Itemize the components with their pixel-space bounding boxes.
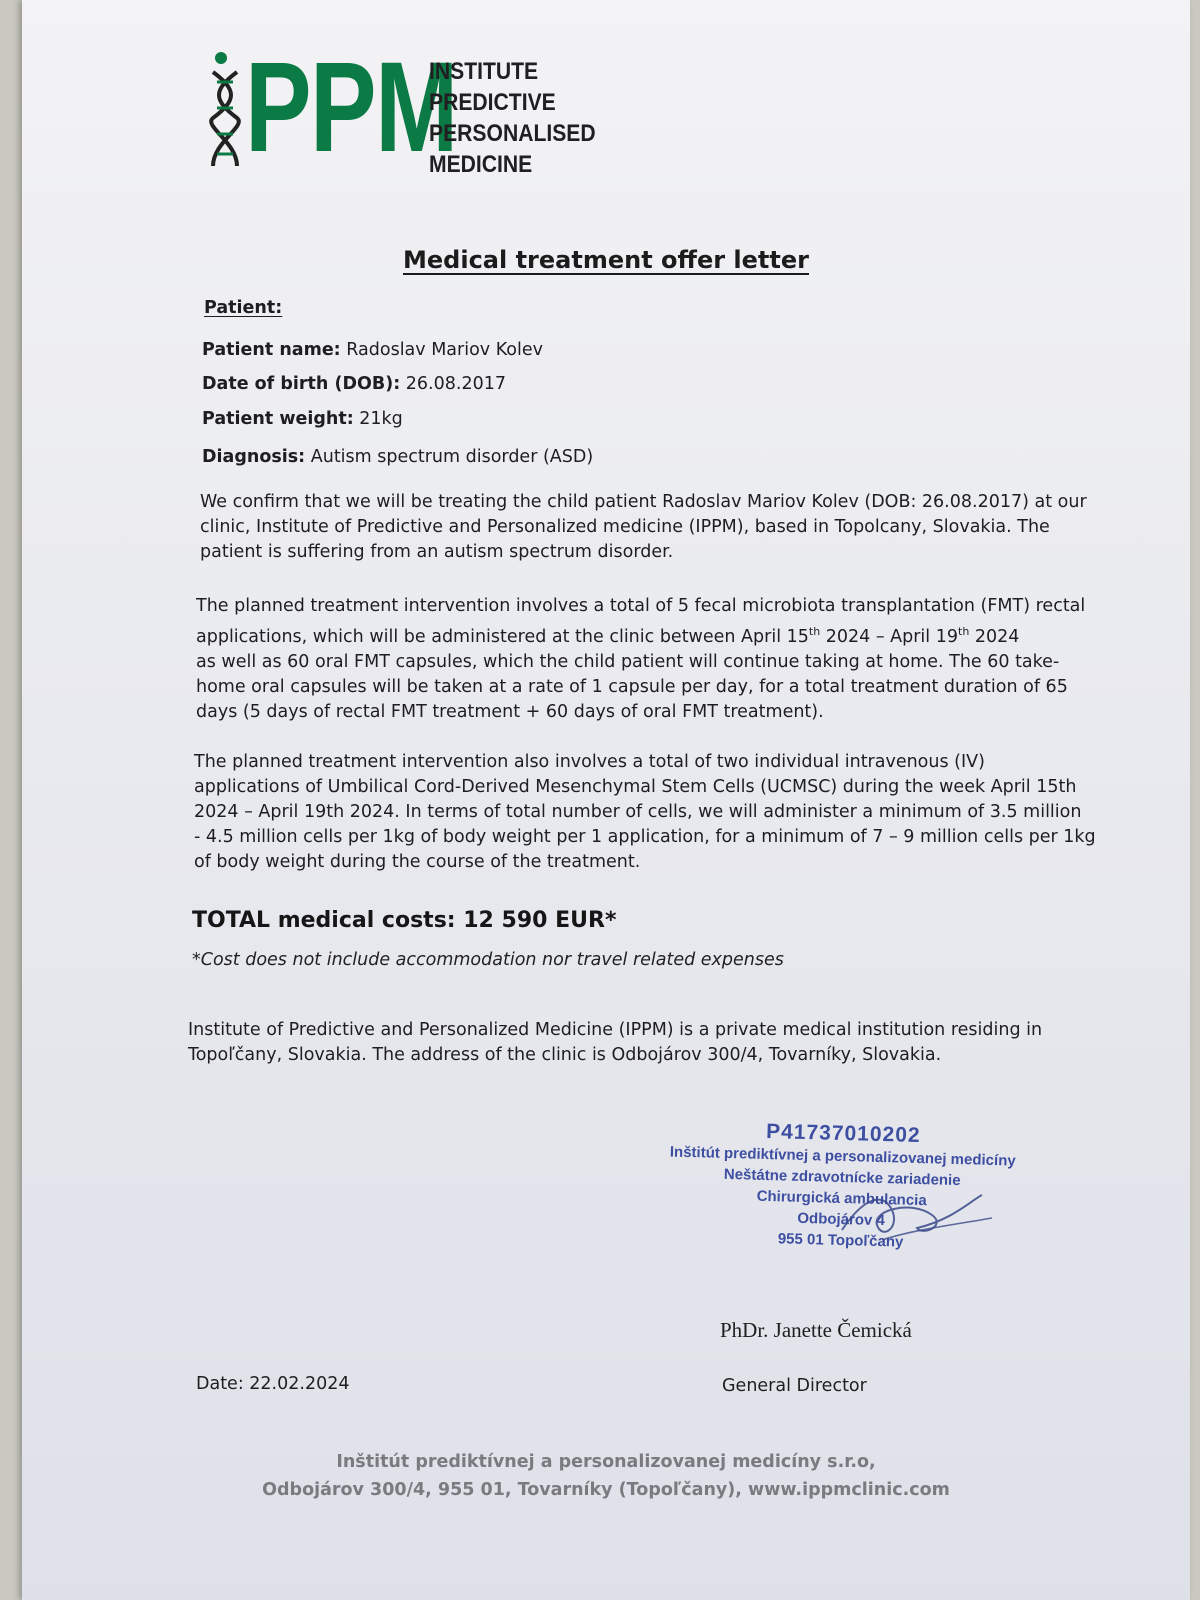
logo-line: INSTITUTE bbox=[429, 58, 539, 85]
paragraph-line: The planned treatment intervention involves a total of 5 fecal microbiota transplantation (FMT) rectal bbox=[196, 596, 1086, 616]
signatory-role: General Director bbox=[722, 1376, 867, 1396]
patient-name-value: Radoslav Mariov Kolev bbox=[346, 340, 544, 360]
logo-wordmark bbox=[429, 56, 596, 180]
stamp-line: Inštitút prediktívnej a personalizovanej medicíny bbox=[669, 1143, 1016, 1170]
diagnosis-label: Diagnosis: bbox=[202, 447, 306, 467]
logo-line: MEDICINE bbox=[429, 151, 533, 178]
paragraph-line: The planned treatment intervention also involves a total of two individual intravenous (IV) bbox=[194, 752, 985, 772]
ippm-logo bbox=[207, 36, 627, 180]
paragraph-line: Institute of Predictive and Personalized Medicine (IPPM) is a private medical institution residing in bbox=[188, 1020, 1043, 1040]
paragraph-line: patient is suffering from an autism spectrum disorder. bbox=[200, 542, 674, 562]
paragraph-line: as well as 60 oral FMT capsules, which the child patient will continue taking at home. The 60 take- bbox=[196, 651, 1060, 672]
logo-line: PREDICTIVE bbox=[429, 89, 556, 116]
logo-letters: PPM bbox=[245, 36, 457, 179]
stamp-code: P41737010202 bbox=[765, 1119, 921, 1148]
paragraph-line: home oral capsules will be taken at a rate of 1 capsule per day, for a total treatment duration of 65 bbox=[196, 676, 1068, 697]
paragraph-line: - 4.5 million cells per 1kg of body weight per 1 application, for a minimum of 7 – 9 million cells per 1kg bbox=[194, 827, 1096, 847]
confirmation-paragraph bbox=[200, 490, 1087, 565]
patient-name-row bbox=[202, 340, 543, 360]
weight-label: Patient weight: bbox=[202, 409, 354, 429]
patient-name-label: Patient name: bbox=[202, 340, 341, 360]
logo-line: PERSONALISED bbox=[429, 120, 596, 147]
paragraph-line: 2024 – April 19th 2024. In terms of total number of cells, we will administer a minimum of 3.5 million bbox=[194, 802, 1082, 822]
paragraph-line: Topoľčany, Slovakia. The address of the clinic is Odbojárov 300/4, Tovarníky, Slovakia. bbox=[188, 1045, 942, 1065]
letter-title: Medical treatment offer letter bbox=[403, 246, 809, 274]
dob-value: 26.08.2017 bbox=[405, 374, 506, 394]
paragraph-line: We confirm that we will be treating the child patient Radoslav Mariov Kolev (DOB: 26.08.2017) at our bbox=[200, 492, 1087, 512]
fmt-paragraph bbox=[196, 594, 1085, 725]
letter-date: Date: 22.02.2024 bbox=[196, 1374, 350, 1394]
stamp-line: 955 01 Topoľčany bbox=[777, 1230, 904, 1251]
footer-line: Inštitút prediktívnej a personalizovanej medicíny s.r.o, bbox=[336, 1452, 876, 1472]
stamp-line: Chirurgická ambulancia bbox=[756, 1187, 927, 1210]
paragraph-line: of body weight during the course of the treatment. bbox=[194, 852, 641, 872]
paragraph-line: days (5 days of rectal FMT treatment + 60 days of oral FMT treatment). bbox=[196, 701, 824, 722]
stamp-line: Neštátne zdravotnícke zariadenie bbox=[723, 1165, 961, 1190]
letter-footer bbox=[22, 1448, 1190, 1504]
paragraph-line: applications, which will be administered at the clinic between April 15th 2024 – April 19th 2024 bbox=[196, 625, 1020, 647]
ucmsc-paragraph bbox=[194, 750, 1096, 875]
handwritten-signature bbox=[822, 1170, 1002, 1260]
signatory-name: PhDr. Janette Čemická bbox=[720, 1318, 912, 1342]
institution-paragraph bbox=[188, 1018, 1042, 1068]
diagnosis-row bbox=[202, 447, 593, 467]
dna-icon bbox=[207, 50, 243, 170]
dob-row bbox=[202, 374, 506, 394]
diagnosis-value: Autism spectrum disorder (ASD) bbox=[310, 447, 594, 467]
patient-heading: Patient: bbox=[204, 298, 283, 318]
weight-value: 21kg bbox=[359, 409, 403, 429]
letter-page bbox=[22, 0, 1190, 1600]
total-costs: TOTAL medical costs: 12 590 EUR* bbox=[192, 908, 617, 933]
weight-row bbox=[202, 409, 403, 429]
paragraph-line: clinic, Institute of Predictive and Personalized medicine (IPPM), based in Topolcany, Slovakia. The bbox=[200, 517, 1050, 537]
footer-line: Odbojárov 300/4, 955 01, Tovarníky (Topoľčany), www.ippmclinic.com bbox=[262, 1480, 950, 1500]
cost-note: *Cost does not include accommodation nor travel related expenses bbox=[192, 950, 784, 970]
stamp-line: Odbojárov 4 bbox=[797, 1209, 886, 1230]
dob-label: Date of birth (DOB): bbox=[202, 374, 401, 394]
paragraph-line: applications of Umbilical Cord-Derived Mesenchymal Stem Cells (UCMSC) during the week April 15th bbox=[194, 777, 1077, 797]
